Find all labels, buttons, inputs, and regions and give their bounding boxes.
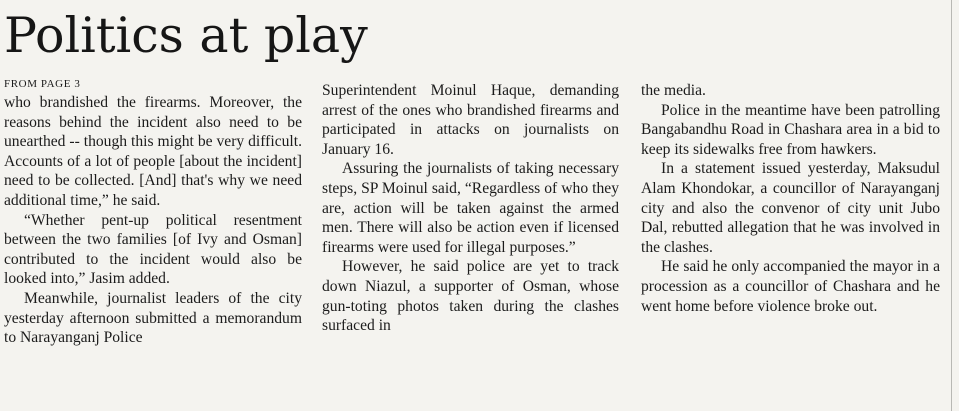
paragraph: “Whether pent-up political resentment between the two families [of Ivy and Osman] contributed to the incident would also be looked into,” Jasim added. (4, 211, 302, 288)
paragraph: Assuring the journalists of taking necessary steps, SP Moinul said, “Regardless of who they are, action will be taken against the armed men. There will also be action even if licensed firearms were used for illegal purposes.” (322, 160, 619, 256)
article-column-2 (322, 81, 619, 336)
paragraph: Police in the meantime have been patrolling Bangabandhu Road in Chashara area in a bid to keep its sidewalks free from hawkers. (641, 101, 940, 158)
from-page-label: FROM PAGE 3 (4, 78, 81, 90)
paragraph: However, he said police are yet to track down Niazul, a supporter of Osman, whose gun-toting photos taken during the clashes surfaced in (322, 258, 619, 335)
paragraph: He said he only accompanied the mayor in a procession as a councillor of Chashara and he went home before violence broke out. (641, 258, 940, 315)
article-column-1 (4, 78, 302, 348)
headline: Politics at play (4, 7, 368, 64)
paragraph: Meanwhile, journalist leaders of the city yesterday afternoon submitted a memorandum to Narayanganj Police (4, 289, 302, 347)
paragraph: Superintendent Moinul Haque, demanding arrest of the ones who brandished firearms and participated in attacks on journalists on January 16. (322, 82, 619, 158)
paragraph: the media. (641, 82, 706, 99)
paragraph: In a statement issued yesterday, Maksudul Alam Khondokar, a councillor of Narayanganj city and also the convenor of city unit Jubo Dal, rebutted allegation that he was involved in the clashes. (641, 160, 940, 256)
paragraph: who brandished the firearms. Moreover, the reasons behind the incident also need to be unearthed -- though this might be very difficult. Accounts of a lot of people [about the incident] need to be collected. [And] that's why we need additional time,” he said. (4, 94, 302, 209)
column-rule (951, 0, 952, 411)
article-column-3 (641, 81, 940, 316)
